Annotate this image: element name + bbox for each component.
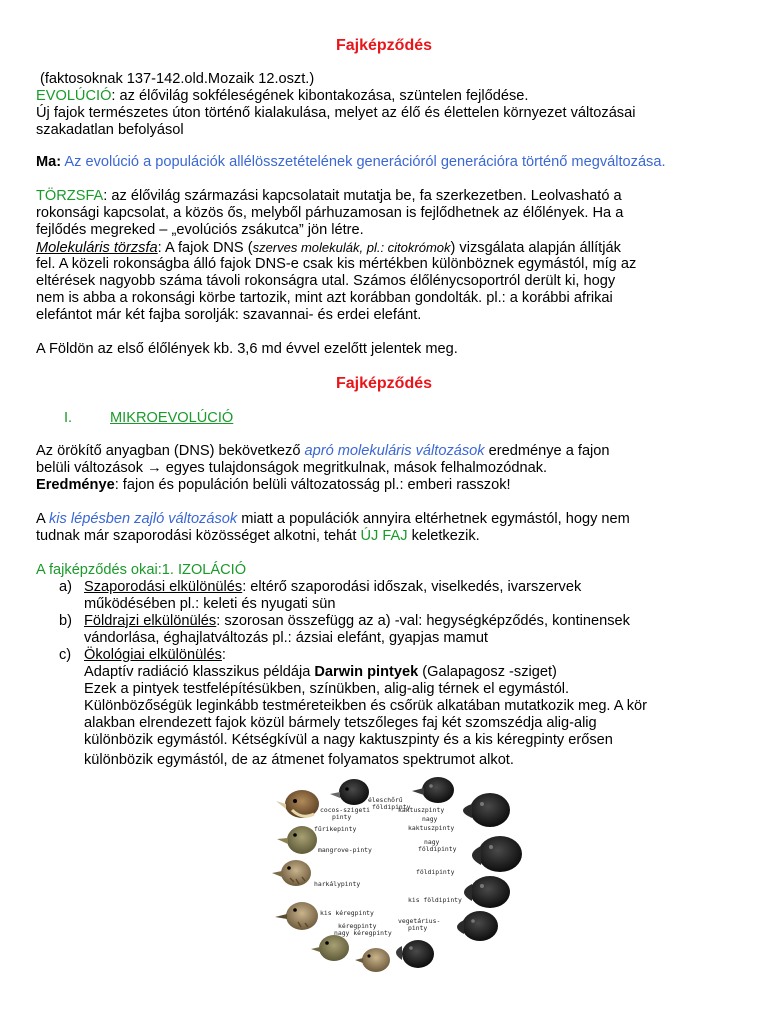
- micro-heading: [64, 410, 234, 427]
- finch-label-15: kis kéregpinty: [320, 909, 374, 917]
- cause-b-line-1: [84, 613, 630, 630]
- finch-head-12: [463, 793, 510, 827]
- tree-line-8: elefántot már két fajba sorolják: szavannai- és erdei elefánt.: [36, 307, 422, 323]
- causes-heading: A fajképződés okai:1. IZOLÁCIÓ: [36, 562, 247, 578]
- darwin-finches-figure: [268, 776, 530, 972]
- cause-c-mark: c): [59, 647, 72, 663]
- finch-label-4: pinty: [332, 813, 352, 821]
- micro-p2a: A: [36, 511, 49, 527]
- micro-number: I.: [64, 410, 73, 426]
- tree-term: TÖRZSFA: [36, 188, 104, 204]
- reference-line: (faktosoknak 137-142.old.Mozaik 12.oszt.): [40, 71, 315, 87]
- result-line: [36, 477, 511, 494]
- micro-p2-line-1: [36, 511, 630, 528]
- finch-label-10: földipinty: [418, 845, 457, 853]
- micro-p2b: miatt a populációk annyira eltérhetnek egymástól, hogy nem: [237, 511, 630, 527]
- finch-head-11: [472, 836, 522, 872]
- finch-label-5: kaktuszpinty: [398, 806, 445, 814]
- finch-label-8: kaktuszpinty: [408, 824, 455, 832]
- cause-a-term: Szaporodási elkülönülés: [84, 579, 243, 595]
- ma-text: Az evolúció a populációk allélösszetételének generációról generációra történő megváltozása.: [61, 154, 666, 170]
- finch-label-18: kéregpinty: [338, 922, 377, 930]
- modern-definition: [36, 154, 666, 171]
- micro-p2-line-2: [36, 528, 480, 545]
- cause-c1b: (Galapagosz -sziget): [418, 664, 557, 680]
- molecular-tree-term: Molekuláris törzsfa: [36, 240, 158, 256]
- phylogenetic-tree-line-2: rokonsági kapcsolat, a közös ős, melyből párhuzamosan is fejlődhetnek az élőlények. Ha a: [36, 205, 624, 221]
- finch-head-8: [396, 940, 434, 968]
- finch-label-11: mangrove-pinty: [318, 846, 372, 854]
- micro-p2-highlight: kis lépésben zajló változások: [48, 511, 238, 527]
- finch-label-9: nagy: [424, 838, 440, 846]
- finch-head-9: [457, 911, 498, 941]
- evolution-term: EVOLÚCIÓ: [36, 88, 112, 104]
- phylogenetic-tree-line-3: fejlődés megreked – „evolúciós zsákutca” jön létre.: [36, 222, 364, 238]
- finch-head-7: [355, 948, 390, 972]
- finch-label-14: kis földipinty: [408, 896, 462, 904]
- molecular-text-a: : A fajok DNS (: [157, 240, 253, 256]
- cause-c-line-7: különbözik egymástól, de az átmenet folyamatos spektrumot alkot.: [84, 752, 514, 768]
- cause-c1a: Adaptív radiáció klasszikus példája: [84, 664, 315, 680]
- new-species-term: ÚJ FAJ: [360, 528, 408, 544]
- new-species-line-1: Új fajok természetes úton történő kialakulása, melyet az élő és élettelen környezet változásai: [36, 105, 636, 121]
- cause-c-line-5: alakban elrendezett fajok közül bármely tetszőleges faj két szomszédja alig-alig: [84, 715, 597, 731]
- finch-head-10: [464, 876, 510, 908]
- finch-label-16: vegetárius-: [398, 917, 441, 925]
- tree-text-1: : az élővilág származási kapcsolatait mutatja be, fa szerkezetben. Leolvasható a: [103, 188, 622, 204]
- result-label: Eredménye: [36, 477, 115, 493]
- finch-head-6: [311, 935, 349, 961]
- new-species-line-2: szakadatlan befolyásol: [36, 122, 184, 138]
- micro-p1-line-2: belüli változások → egyes tulajdonságok megritkulnak, mások felhalmozódnak.: [36, 460, 548, 476]
- cause-a-line-1: [84, 579, 581, 596]
- finch-label-13: harkálypinty: [314, 880, 361, 888]
- cause-b-line-2: vándorlása, éghajlatváltozás pl.: ázsiai elefánt, gyapjas mamut: [84, 630, 488, 646]
- finch-label-2: földipinty: [372, 803, 411, 811]
- micro-p1b: eredménye a fajon: [484, 443, 610, 459]
- first-life-line: A Földön az első élőlények kb. 3,6 md évvel ezelőtt jelentek meg.: [36, 341, 458, 357]
- finch-label-7: fűrikepinty: [314, 825, 357, 833]
- molecular-tree-line: [36, 239, 621, 257]
- phylogenetic-tree-line-1: [36, 188, 622, 205]
- micro-p2c: tudnak már szaporodási közösséget alkotni, tehát: [36, 528, 361, 544]
- cause-c-term: Ökológiai elkülönülés: [84, 647, 222, 663]
- cause-b-term: Földrajzi elkülönülés: [84, 613, 217, 629]
- section-title: Fajképződés: [335, 375, 433, 392]
- finch-label-12: földipinty: [416, 868, 455, 876]
- page-title: Fajképződés: [335, 37, 433, 54]
- finch-head-1: [276, 790, 319, 818]
- molecular-paren: szerves molekulák, pl.: citokrómok: [252, 240, 451, 255]
- tree-line-7: nem is abba a rokonsági körbe tartozik, mint azt korábban gondolták. pl.: a korábbi afrikai: [36, 290, 613, 306]
- evolution-def-text: : az élővilág sokféleségének kibontakozása, szüntelen fejlődése.: [111, 88, 529, 104]
- finch-label-6: nagy: [422, 815, 438, 823]
- cause-b-mark: b): [59, 613, 72, 629]
- finches-illustration: [268, 776, 530, 972]
- finch-label-19: nagy kéregpinty: [334, 929, 392, 937]
- finch-head-3: [277, 826, 317, 854]
- cause-a-mark: a): [59, 579, 72, 595]
- finch-head-2: [330, 779, 369, 805]
- cause-b-text: : szorosan összefügg az a) -val: hegységképződés, kontinensek: [216, 613, 630, 629]
- result-text: : fajon és populáción belüli változatosság pl.: emberi rasszok!: [114, 477, 511, 493]
- cause-c-line-1: [84, 647, 226, 664]
- cause-c-colon: :: [221, 647, 226, 663]
- micro-heading-text: MIKROEVOLÚCIÓ: [110, 410, 234, 426]
- cause-c-line-6: különbözik egymástól. Kétségkívül a nagy kaktuszpinty és a kis kéregpinty erősen: [84, 732, 613, 748]
- finch-label-3: cocos-szigeti: [320, 806, 371, 814]
- ma-label: Ma:: [36, 154, 62, 170]
- tree-line-6: eltérések nagyobb száma távoli rokonságra utal. Számos élőlénycsoportról derült ki, hogy: [36, 273, 616, 289]
- finch-head-5: [275, 902, 318, 930]
- finch-head-13: [412, 777, 454, 803]
- micro-p1-highlight: apró molekuláris változások: [304, 443, 485, 459]
- cause-c-line-3: Ezek a pintyek testfelépítésükben, színükben, alig-alig térnek el egymástól.: [84, 681, 570, 697]
- micro-p1-line-1: [36, 443, 610, 460]
- cause-a-line-2: működésében pl.: keleti és nyugati sün: [84, 596, 336, 612]
- molecular-text-b: ) vizsgálata alapján állítják: [450, 240, 621, 256]
- micro-p2d: keletkezik.: [407, 528, 480, 544]
- finch-label-17: pinty: [408, 924, 428, 932]
- cause-c-line-2: [84, 664, 557, 681]
- darwin-finches-term: Darwin pintyek: [314, 664, 419, 680]
- evolution-definition: [36, 88, 528, 105]
- finch-label-1: éleschőrű: [368, 796, 403, 804]
- cause-c-line-4: Különbözőségük leginkább testméreteikben és csőrük alkatában mutatkozik meg. A kör: [84, 698, 647, 714]
- micro-p1a: Az örökítő anyagban (DNS) bekövetkező: [36, 443, 305, 459]
- tree-line-5: fel. A közeli rokonságba álló fajok DNS-e csak kis mértékben különböznek egymástól, míg az: [36, 256, 637, 272]
- cause-a-text: : eltérő szaporodási időszak, viselkedés, ivarszervek: [242, 579, 582, 595]
- finch-head-4: [272, 860, 311, 886]
